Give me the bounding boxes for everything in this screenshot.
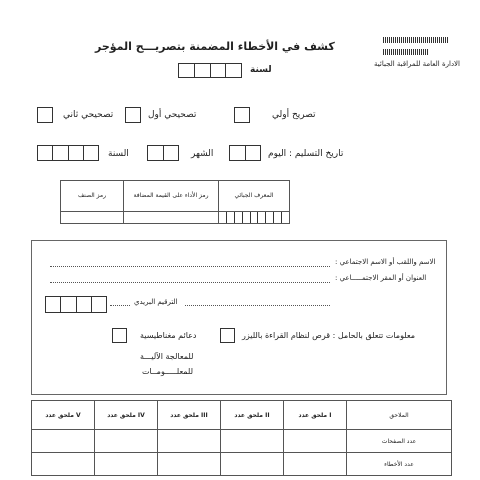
label-first-correction: تصحيحي أول [148,110,197,120]
postal-code-input[interactable] [45,296,107,313]
employer-name-field[interactable] [50,266,330,267]
annex-header-iv: ملحق عدد IV [95,401,158,430]
media-info-label: معلومات تتعلق بالحامل : قرص لنظام القراءة بالليزر [242,331,415,340]
header-tax-id: المعرف الجبائي [219,181,290,212]
checkbox-magnetic-media[interactable] [112,328,127,343]
processing-label-line1: للمعالجة الآليـــة [140,352,194,361]
annex-header-i: ملحق عدد I [284,401,347,430]
filing-year-label: السنة [108,149,129,159]
filing-day-input[interactable] [229,145,261,161]
annex-header-label: الملاحق [347,401,452,430]
postal-code-label: الترقيم البريدي [134,298,178,306]
category-code-input[interactable] [61,211,124,223]
filing-day-label: تاريخ التسليم : اليوم [268,149,344,159]
checkbox-first-correction[interactable] [125,107,141,123]
checkbox-second-correction[interactable] [37,107,53,123]
annex-header-v: ملحق عدد V [32,401,95,430]
year-label: لسنة [250,65,272,75]
pages-annex-i[interactable] [284,430,347,453]
header-category-code: رمز الصنف [61,181,124,212]
label-second-correction: تصحيحي ثاني [63,110,114,120]
magnetic-media-label: دعائم مغناطيسية [140,331,197,340]
tax-id-input[interactable] [219,211,290,223]
errors-annex-v[interactable] [32,453,95,476]
errors-annex-ii[interactable] [221,453,284,476]
processing-label-line2: للمعلـــــومــات [142,367,194,376]
id-table [60,180,290,224]
pages-annex-v[interactable] [32,430,95,453]
errors-annex-iii[interactable] [158,453,221,476]
year-input[interactable] [178,63,242,78]
label-initial-declaration: تصريح أولي [272,110,316,120]
annex-table [31,400,452,476]
page-title: كشف في الأخطاء المضمنة بتصريـــح المؤجر [95,40,335,53]
employer-address-label: العنوان أو المقر الاجتمـــــاعي : [335,274,427,282]
row-label-pages: عدد الصفحات [347,430,452,453]
filing-month-label: الشهر [191,149,214,159]
filing-year-input[interactable] [37,145,99,161]
vat-code-input[interactable] [124,211,219,223]
errors-annex-iv[interactable] [95,453,158,476]
errors-annex-i[interactable] [284,453,347,476]
checkbox-cd-media[interactable] [220,328,235,343]
pages-annex-iii[interactable] [158,430,221,453]
authority-name: الادارة العامة للمراقبة الجبائية [374,60,460,68]
employer-name-label: الاسم واللقب أو الاسم الاجتماعي : [335,258,436,266]
header-vat-code: رمز الأداء على القيمة المضافة [124,181,219,212]
pages-annex-ii[interactable] [221,430,284,453]
filing-month-input[interactable] [147,145,179,161]
checkbox-initial-declaration[interactable] [234,107,250,123]
row-label-errors: عدد الأخطاء [347,453,452,476]
annex-header-ii: ملحق عدد II [221,401,284,430]
pages-annex-iv[interactable] [95,430,158,453]
annex-header-iii: ملحق عدد III [158,401,221,430]
employer-address-field[interactable] [50,282,330,283]
